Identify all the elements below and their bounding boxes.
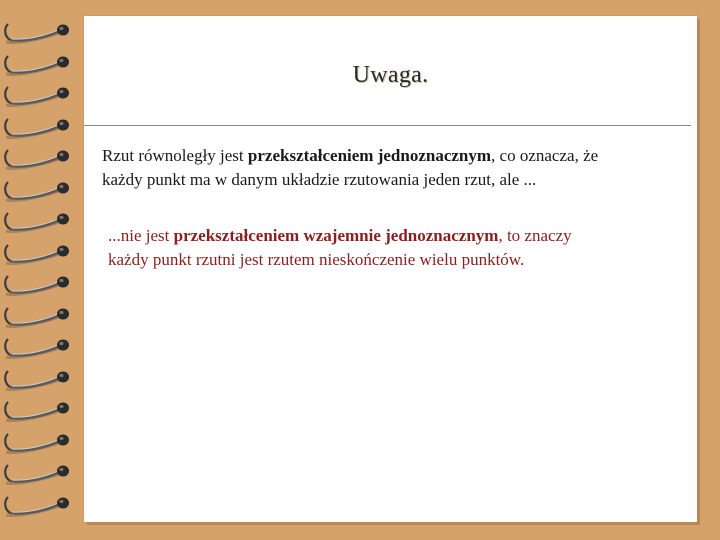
spiral-binding-ring-icon — [0, 50, 84, 80]
spiral-binding-ring-icon — [0, 396, 84, 426]
paragraph-1-bold-term: przekształceniem jednoznacznym — [247, 146, 492, 165]
paragraph-2-text-end: , to znaczy każdy punkt rzutni jest rzutem nieskończenie wielu punktów. — [108, 226, 572, 269]
spiral-binding-ring-icon — [0, 365, 84, 395]
spiral-binding-ring-icon — [0, 459, 84, 489]
paragraph-2 — [108, 224, 608, 272]
spiral-binding-ring-icon — [0, 239, 84, 269]
paragraph-1 — [102, 144, 622, 192]
spiral-binding-ring-icon — [0, 491, 84, 521]
page-title: Uwaga. — [352, 62, 429, 88]
title-divider — [84, 125, 691, 126]
spiral-binding-ring-icon — [0, 176, 84, 206]
spiral-binding-ring-icon — [0, 81, 84, 111]
paragraph-2-bold-term: przekształceniem wzajemnie jednoznacznym — [173, 226, 499, 245]
spiral-binding-ring-icon — [0, 113, 84, 143]
spiral-binding-ring-icon — [0, 428, 84, 458]
spiral-binding-ring-icon — [0, 270, 84, 300]
spiral-binding — [0, 0, 84, 540]
spiral-binding-ring-icon — [0, 333, 84, 363]
paragraph-1-text-start: Rzut równoległy jest — [102, 146, 248, 165]
spiral-binding-ring-icon — [0, 144, 84, 174]
spiral-binding-ring-icon — [0, 302, 84, 332]
notebook-page — [84, 16, 697, 522]
paragraph-2-text-start: ...nie jest — [108, 226, 174, 245]
spiral-binding-ring-icon — [0, 207, 84, 237]
paragraph-1-text-end: , co oznacza, że każdy punkt ma w danym układzie rzutowania jeden rzut, ale ... — [102, 146, 599, 189]
spiral-binding-ring-icon — [0, 18, 84, 48]
